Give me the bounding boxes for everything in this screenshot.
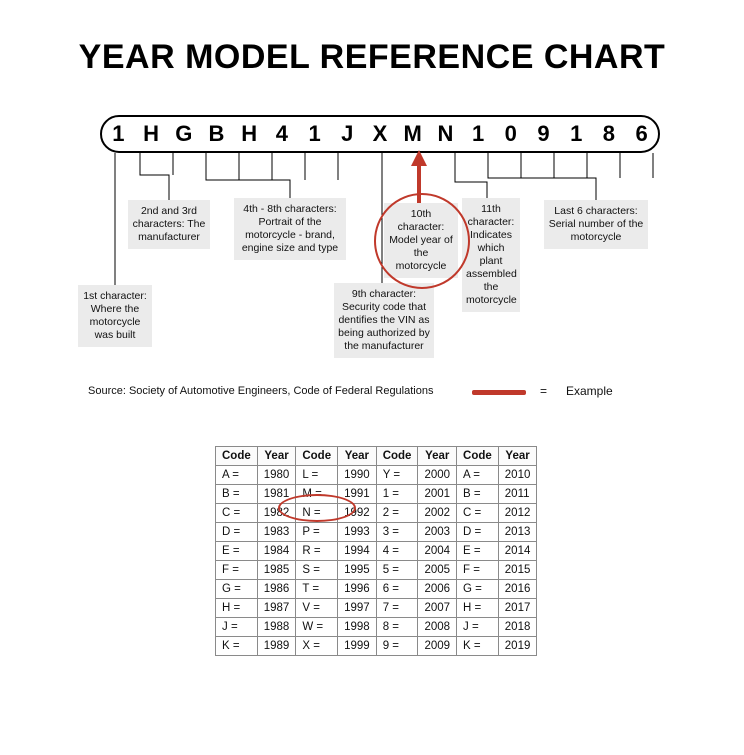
table-cell: C = xyxy=(216,504,258,523)
vin-char: H xyxy=(143,121,159,146)
table-cell: 1984 xyxy=(257,542,296,561)
table-row xyxy=(216,504,537,523)
table-cell: 2005 xyxy=(418,561,457,580)
table-cell: 2012 xyxy=(498,504,537,523)
table-header-cell: Code xyxy=(457,447,499,466)
callout-1st-character: 1st character: Where the motorcycle was built xyxy=(78,285,152,347)
legend-example-label: Example xyxy=(566,384,613,398)
table-cell: J = xyxy=(216,618,258,637)
table-cell: K = xyxy=(216,637,258,656)
vin-number-capsule xyxy=(100,115,660,153)
table-cell: A = xyxy=(216,466,258,485)
vin-char: 6 xyxy=(635,121,648,146)
callout-4th-8th-characters: 4th - 8th characters: Portrait of the motorcycle - brand, engine size and type xyxy=(234,198,346,260)
vin-char: B xyxy=(208,121,225,146)
table-cell: 1996 xyxy=(338,580,377,599)
table-cell: 2011 xyxy=(498,485,537,504)
table-cell: 2010 xyxy=(498,466,537,485)
table-cell: B = xyxy=(457,485,499,504)
table-cell: T = xyxy=(296,580,338,599)
table-cell: 6 = xyxy=(376,580,418,599)
table-row xyxy=(216,599,537,618)
table-cell: 1983 xyxy=(257,523,296,542)
table-cell: E = xyxy=(216,542,258,561)
table-cell: Y = xyxy=(376,466,418,485)
vin-char: H xyxy=(241,121,258,146)
highlight-ellipse-10th-character xyxy=(374,193,470,289)
source-note: Source: Society of Automotive Engineers, Code of Federal Regulations xyxy=(88,385,434,397)
table-cell: R = xyxy=(296,542,338,561)
table-cell: 4 = xyxy=(376,542,418,561)
page-title: YEAR MODEL REFERENCE CHART xyxy=(78,38,666,76)
table-cell: 1997 xyxy=(338,599,377,618)
table-cell: 1987 xyxy=(257,599,296,618)
table-cell: 2019 xyxy=(498,637,537,656)
table-header-cell: Year xyxy=(418,447,457,466)
table-cell: 2004 xyxy=(418,542,457,561)
table-cell: 2017 xyxy=(498,599,537,618)
table-cell: D = xyxy=(457,523,499,542)
vin-char: 0 xyxy=(504,121,517,146)
table-header-cell: Year xyxy=(498,447,537,466)
table-cell: X = xyxy=(296,637,338,656)
vin-char: X xyxy=(372,121,388,146)
table-cell: G = xyxy=(457,580,499,599)
table-cell: S = xyxy=(296,561,338,580)
table-cell: G = xyxy=(216,580,258,599)
table-cell: N = xyxy=(296,504,338,523)
table-cell: 2016 xyxy=(498,580,537,599)
table-cell: 1998 xyxy=(338,618,377,637)
table-cell: 2 = xyxy=(376,504,418,523)
table-row xyxy=(216,542,537,561)
table-cell: 1995 xyxy=(338,561,377,580)
table-cell: 2015 xyxy=(498,561,537,580)
table-cell: C = xyxy=(457,504,499,523)
table-cell: 2003 xyxy=(418,523,457,542)
table-cell: A = xyxy=(457,466,499,485)
legend-example-line xyxy=(472,390,526,395)
vin-char: N xyxy=(437,121,454,146)
vin-char: 1 xyxy=(471,121,485,146)
table-header-row xyxy=(216,447,537,466)
table-row xyxy=(216,637,537,656)
table-cell: 7 = xyxy=(376,599,418,618)
table-cell: 9 = xyxy=(376,637,418,656)
table-cell: F = xyxy=(216,561,258,580)
table-cell: M = xyxy=(296,485,338,504)
table-cell: 2008 xyxy=(418,618,457,637)
table-cell: P = xyxy=(296,523,338,542)
table-cell: 2014 xyxy=(498,542,537,561)
vin-char: G xyxy=(175,121,193,146)
year-code-table-wrapper xyxy=(215,446,537,656)
vin-char: 8 xyxy=(602,121,616,146)
table-row xyxy=(216,466,537,485)
table-cell: 2009 xyxy=(418,637,457,656)
table-cell: 1986 xyxy=(257,580,296,599)
vin-char: M xyxy=(403,121,422,146)
table-cell: L = xyxy=(296,466,338,485)
table-cell: 1 = xyxy=(376,485,418,504)
table-cell: E = xyxy=(457,542,499,561)
legend-equals-sign: = xyxy=(540,384,548,398)
year-code-table xyxy=(215,446,537,656)
vin-char: 1 xyxy=(112,121,125,146)
table-row xyxy=(216,580,537,599)
table-row xyxy=(216,523,537,542)
table-cell: H = xyxy=(216,599,258,618)
table-header-cell: Year xyxy=(338,447,377,466)
table-header-cell: Code xyxy=(296,447,338,466)
table-cell: 1994 xyxy=(338,542,377,561)
table-cell: B = xyxy=(216,485,258,504)
table-cell: K = xyxy=(457,637,499,656)
vin-char: 1 xyxy=(570,121,583,146)
table-row xyxy=(216,618,537,637)
vin-char: 9 xyxy=(537,121,550,146)
table-cell: 8 = xyxy=(376,618,418,637)
callout-10th-character: 10th character: Model year of the motorcycle xyxy=(384,203,458,278)
table-cell: 3 = xyxy=(376,523,418,542)
table-header-cell: Code xyxy=(216,447,258,466)
callout-2nd-3rd-characters: 2nd and 3rd characters: The manufacturer xyxy=(128,200,210,249)
table-cell: 1985 xyxy=(257,561,296,580)
table-cell: W = xyxy=(296,618,338,637)
table-cell: 1982 xyxy=(257,504,296,523)
table-cell: 2018 xyxy=(498,618,537,637)
vin-char: J xyxy=(341,121,354,146)
callout-11th-character: 11th character: Indicates which plant assembled the motorcycle xyxy=(462,198,520,312)
table-cell: 1988 xyxy=(257,618,296,637)
callout-9th-character: 9th character: Security code that dentifies the VIN as being authorized by the manufacturer xyxy=(334,283,434,358)
table-cell: 5 = xyxy=(376,561,418,580)
table-cell: 1993 xyxy=(338,523,377,542)
table-cell: H = xyxy=(457,599,499,618)
table-header-cell: Code xyxy=(376,447,418,466)
table-header-cell: Year xyxy=(257,447,296,466)
table-cell: J = xyxy=(457,618,499,637)
table-cell: 1990 xyxy=(338,466,377,485)
table-cell: 1989 xyxy=(257,637,296,656)
table-cell: 2001 xyxy=(418,485,457,504)
table-cell: D = xyxy=(216,523,258,542)
table-cell: F = xyxy=(457,561,499,580)
table-row xyxy=(216,485,537,504)
vin-char: 4 xyxy=(275,121,288,146)
table-cell: 1992 xyxy=(338,504,377,523)
table-cell: 1999 xyxy=(338,637,377,656)
vin-char: 1 xyxy=(308,121,321,146)
table-row xyxy=(216,561,537,580)
callout-last-6-characters: Last 6 characters: Serial number of the motorcycle xyxy=(544,200,648,249)
table-cell: 2007 xyxy=(418,599,457,618)
table-cell: 2002 xyxy=(418,504,457,523)
table-cell: 1991 xyxy=(338,485,377,504)
table-cell: 2006 xyxy=(418,580,457,599)
table-cell: 1981 xyxy=(257,485,296,504)
table-cell: 1980 xyxy=(257,466,296,485)
table-cell: V = xyxy=(296,599,338,618)
table-cell: 2013 xyxy=(498,523,537,542)
table-cell: 2000 xyxy=(418,466,457,485)
